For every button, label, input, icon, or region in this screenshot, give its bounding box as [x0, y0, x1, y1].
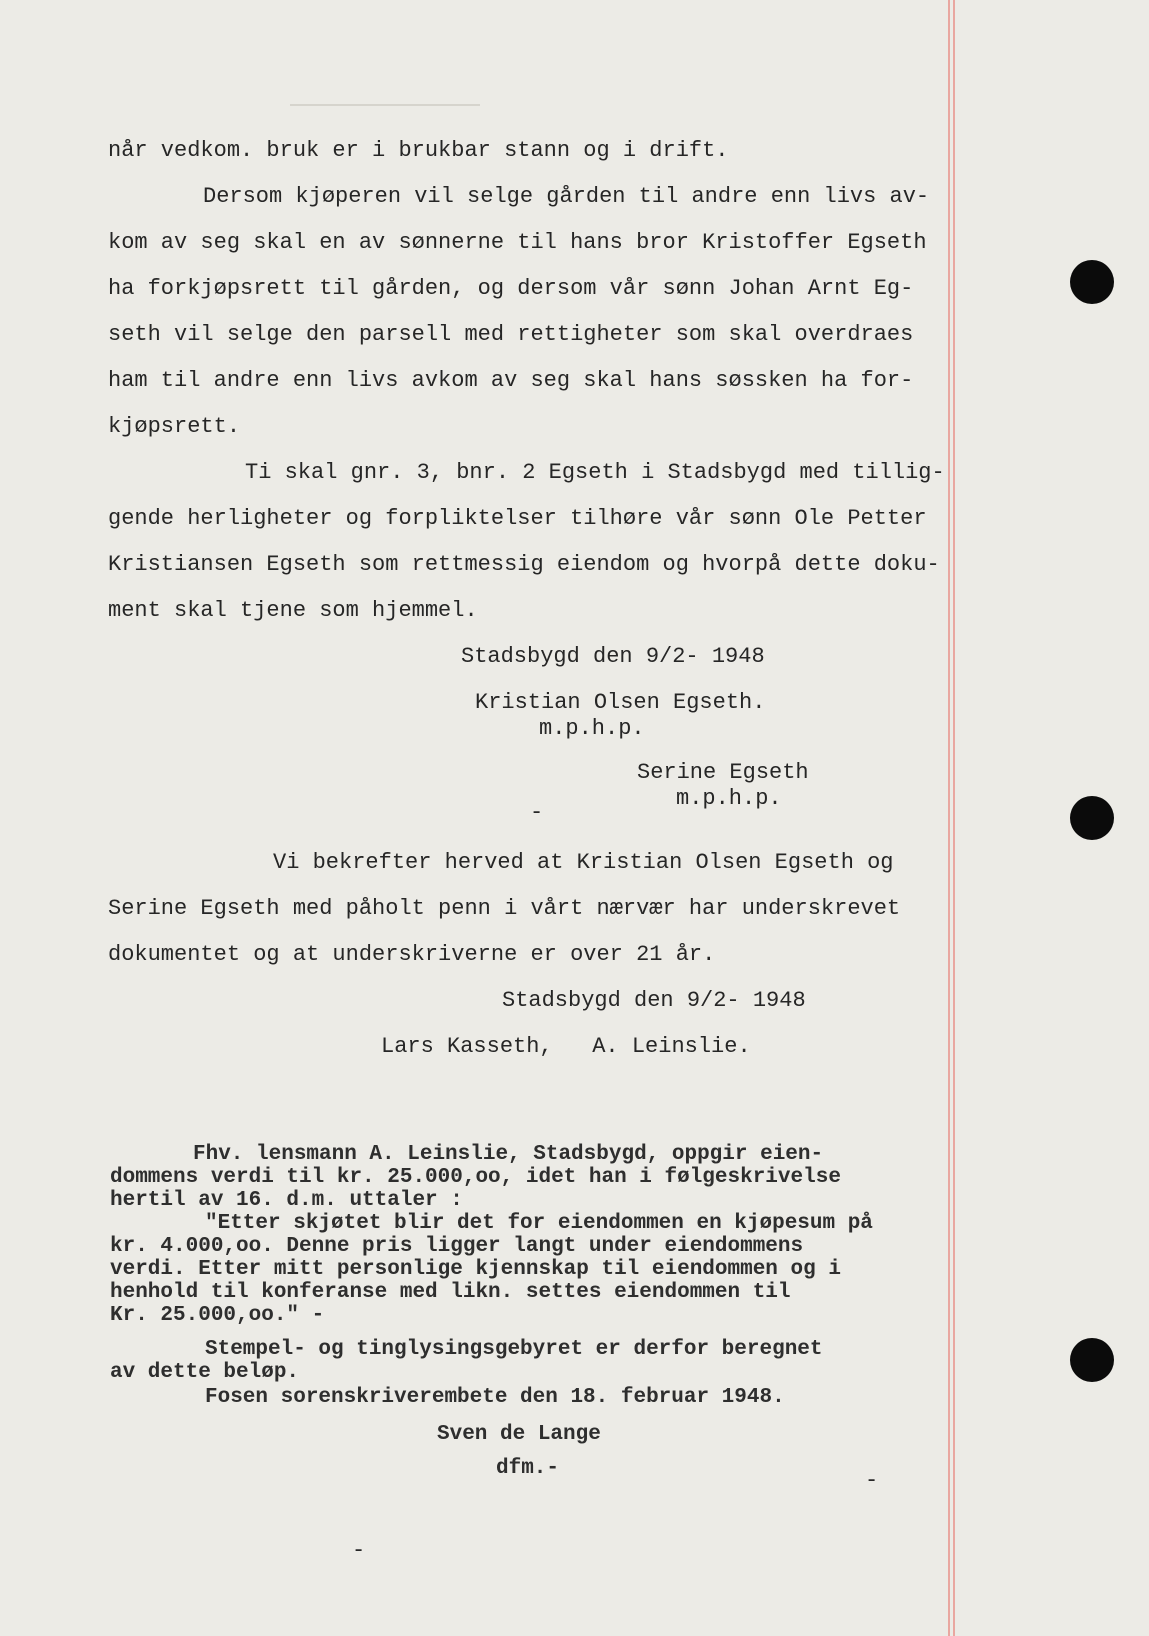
faded-header-rule [290, 104, 480, 106]
valuation-line: av dette beløp. [110, 1361, 300, 1384]
text-line: Dersom kjøperen vil selge gården til andre enn livs av- [203, 184, 930, 209]
punch-hole [1070, 796, 1114, 840]
valuation-line: "Etter skjøtet blir det for eiendommen en kjøpesum på [205, 1212, 873, 1235]
text-line: gende herligheter og forpliktelser tilhøre vår sønn Ole Petter [108, 506, 927, 531]
text-line: ment skal tjene som hjemmel. [108, 598, 478, 623]
red-margin-line [948, 0, 950, 1636]
text-line: Ti skal gnr. 3, bnr. 2 Egseth i Stadsbygd med tillig- [245, 460, 945, 485]
valuation-line: henhold til konferanse med likn. settes eiendommen til [110, 1281, 791, 1304]
valuation-line: verdi. Etter mitt personlige kjennskap til eiendommen og i [110, 1258, 841, 1281]
text-line: ham til andre enn livs avkom av seg skal hans søssken ha for- [108, 368, 914, 393]
witness-names: Lars Kasseth, A. Leinslie. [381, 1034, 751, 1059]
stray-mark: - [865, 1468, 879, 1493]
text-line: ha forkjøpsrett til gården, og dersom vår sønn Johan Arnt Eg- [108, 276, 914, 301]
text-line: kom av seg skal en av sønnerne til hans bror Kristoffer Egseth [108, 230, 927, 255]
place-date: Stadsbygd den 9/2- 1948 [461, 644, 765, 669]
official-title: dfm.- [496, 1457, 560, 1480]
text-line: kjøpsrett. [108, 414, 241, 439]
signer-name: Kristian Olsen Egseth. [475, 690, 766, 715]
valuation-line: Kr. 25.000,oo." - [110, 1304, 325, 1327]
stray-mark: - [352, 1538, 366, 1563]
red-margin-line [953, 0, 955, 1636]
valuation-line: Stempel- og tinglysingsgebyret er derfor beregnet [205, 1338, 823, 1361]
text-line: dokumentet og at underskriverne er over 21 år. [108, 942, 716, 967]
signer-name: Serine Egseth [637, 760, 809, 785]
stray-mark: - [530, 800, 544, 825]
official-name: Sven de Lange [437, 1423, 601, 1446]
signer-note: m.p.h.p. [539, 716, 645, 741]
valuation-line: Fosen sorenskriverembete den 18. februar 1948. [205, 1386, 785, 1409]
text-line: Serine Egseth med påholt penn i vårt nærvær har underskrevet [108, 896, 901, 921]
text-line: seth vil selge den parsell med rettigheter som skal overdraes [108, 322, 914, 347]
place-date: Stadsbygd den 9/2- 1948 [502, 988, 806, 1013]
punch-hole [1070, 260, 1114, 304]
valuation-line: kr. 4.000,oo. Denne pris ligger langt under eiendommens [110, 1235, 804, 1258]
valuation-line: dommens verdi til kr. 25.000,oo, idet han i følgeskrivelse [110, 1166, 841, 1189]
valuation-line: Fhv. lensmann A. Leinslie, Stadsbygd, oppgir eien- [193, 1143, 824, 1166]
valuation-line: hertil av 16. d.m. uttaler : [110, 1189, 463, 1212]
punch-hole [1070, 1338, 1114, 1382]
text-line: når vedkom. bruk er i brukbar stann og i drift. [108, 138, 729, 163]
text-line: Vi bekrefter herved at Kristian Olsen Egseth og [273, 850, 894, 875]
signer-note: m.p.h.p. [676, 786, 782, 811]
text-line: Kristiansen Egseth som rettmessig eiendom og hvorpå dette doku- [108, 552, 940, 577]
